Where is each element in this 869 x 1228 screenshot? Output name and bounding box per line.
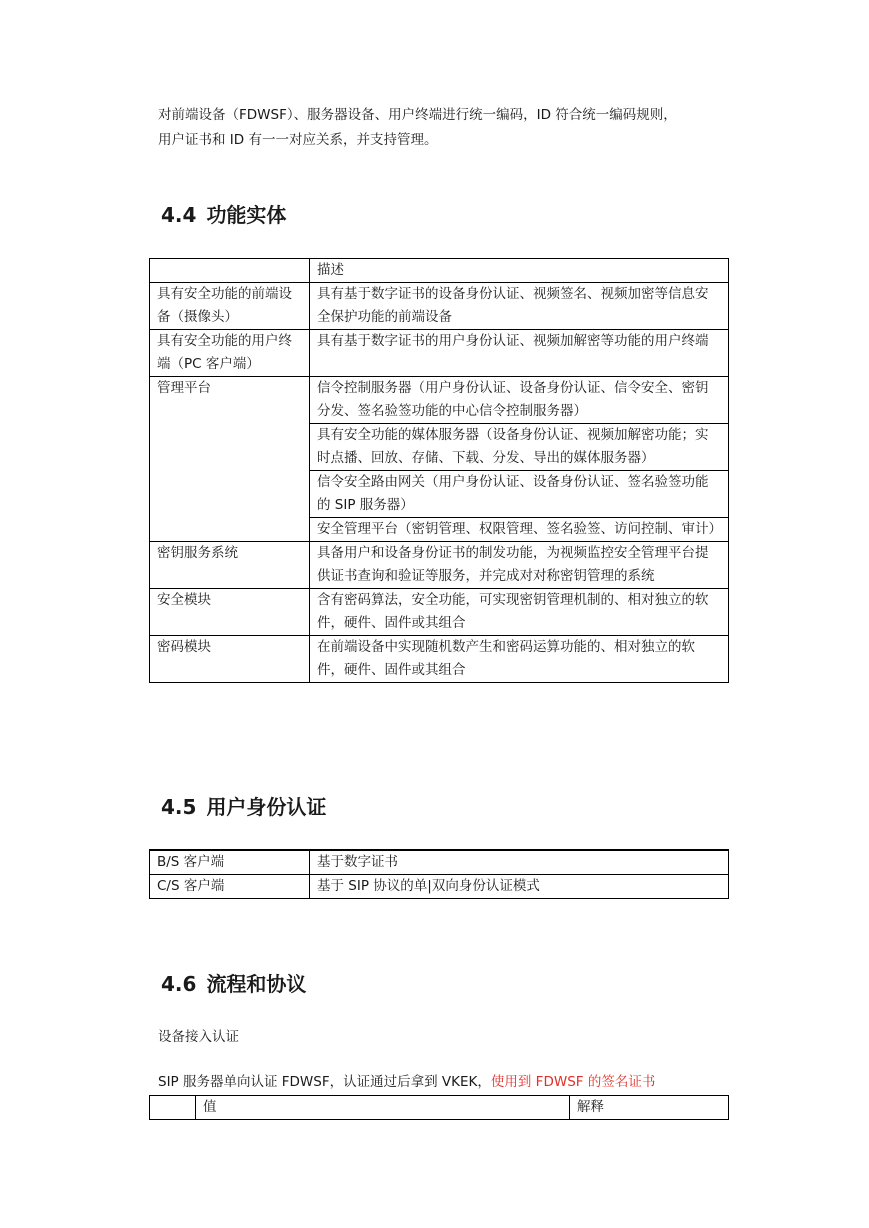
section-title: 功能实体 bbox=[206, 203, 287, 227]
entity-description: 信令控制服务器（用户身份认证、设备身份认证、信令安全、密钥分发、签名验签功能的中心信令控制服务器） bbox=[310, 377, 729, 424]
header-cell bbox=[150, 1096, 196, 1120]
table-row bbox=[150, 330, 729, 377]
section-heading-4-6 bbox=[161, 970, 306, 998]
section-heading-4-5 bbox=[161, 793, 326, 821]
section-heading-4-4 bbox=[161, 201, 286, 229]
subsection-label: 设备接入认证 bbox=[158, 1029, 239, 1045]
section-number: 4.6 bbox=[161, 972, 197, 996]
auth-method: 基于数字证书 bbox=[310, 851, 729, 875]
entity-name: 安全模块 bbox=[150, 589, 310, 636]
intro-line-1: 对前端设备（FDWSF）、服务器设备、用户终端进行统一编码，ID 符合统一编码规则， bbox=[158, 107, 677, 123]
client-type: B/S 客户端 bbox=[150, 851, 310, 875]
entity-description: 具有安全功能的媒体服务器（设备身份认证、视频加解密功能；实时点播、回放、存储、下载、分发、导出的媒体服务器） bbox=[310, 424, 729, 471]
header-cell: 描述 bbox=[310, 259, 729, 283]
table-row bbox=[150, 851, 729, 875]
entity-description: 具备用户和设备身份证书的制发功能，为视频监控安全管理平台提供证书查询和验证等服务，并完成对对称密钥管理的系统 bbox=[310, 542, 729, 589]
auth-note bbox=[158, 1070, 733, 1095]
auth-note-highlight: 使用到 FDWSF 的签名证书 bbox=[490, 1074, 656, 1090]
header-cell bbox=[150, 259, 310, 283]
entity-name: 密钥服务系统 bbox=[150, 542, 310, 589]
table-header-row bbox=[150, 1096, 729, 1120]
entity-name: 密码模块 bbox=[150, 636, 310, 683]
header-cell: 解释 bbox=[570, 1096, 729, 1120]
table-row bbox=[150, 589, 729, 636]
entity-description: 具有基于数字证书的用户身份认证、视频加解密等功能的用户终端 bbox=[310, 330, 729, 377]
protocol-table bbox=[149, 1095, 729, 1120]
intro-line-2: 用户证书和 ID 有一一对应关系，并支持管理。 bbox=[158, 132, 438, 148]
section-title: 用户身份认证 bbox=[206, 795, 327, 819]
entity-description: 安全管理平台（密钥管理、权限管理、签名验签、访问控制、审计） bbox=[310, 518, 729, 542]
section-title: 流程和协议 bbox=[206, 972, 307, 996]
table-row bbox=[150, 377, 729, 424]
client-type: C/S 客户端 bbox=[150, 875, 310, 899]
entity-name: 具有安全功能的前端设备（摄像头） bbox=[150, 283, 310, 330]
entity-description: 具有基于数字证书的设备身份认证、视频签名、视频加密等信息安全保护功能的前端设备 bbox=[310, 283, 729, 330]
table-header-row bbox=[150, 259, 729, 283]
entity-description: 在前端设备中实现随机数产生和密码运算功能的、相对独立的软件，硬件、固件或其组合 bbox=[310, 636, 729, 683]
entity-description: 信令安全路由网关（用户身份认证、设备身份认证、签名验签功能的 SIP 服务器） bbox=[310, 471, 729, 518]
table-row bbox=[150, 542, 729, 589]
user-auth-table bbox=[149, 849, 729, 899]
auth-note-text: SIP 服务器单向认证 FDWSF，认证通过后拿到 VKEK， bbox=[158, 1074, 491, 1090]
functional-entities-table bbox=[149, 258, 729, 683]
intro-paragraph bbox=[158, 103, 733, 153]
section-number: 4.5 bbox=[161, 795, 197, 819]
header-cell: 值 bbox=[196, 1096, 570, 1120]
table-row bbox=[150, 875, 729, 899]
entity-description: 含有密码算法，安全功能，可实现密钥管理机制的、相对独立的软件，硬件、固件或其组合 bbox=[310, 589, 729, 636]
section-number: 4.4 bbox=[161, 203, 197, 227]
entity-name: 管理平台 bbox=[150, 377, 310, 542]
table-row bbox=[150, 283, 729, 330]
auth-method: 基于 SIP 协议的单|双向身份认证模式 bbox=[310, 875, 729, 899]
entity-name: 具有安全功能的用户终端（PC 客户端） bbox=[150, 330, 310, 377]
table-row bbox=[150, 636, 729, 683]
